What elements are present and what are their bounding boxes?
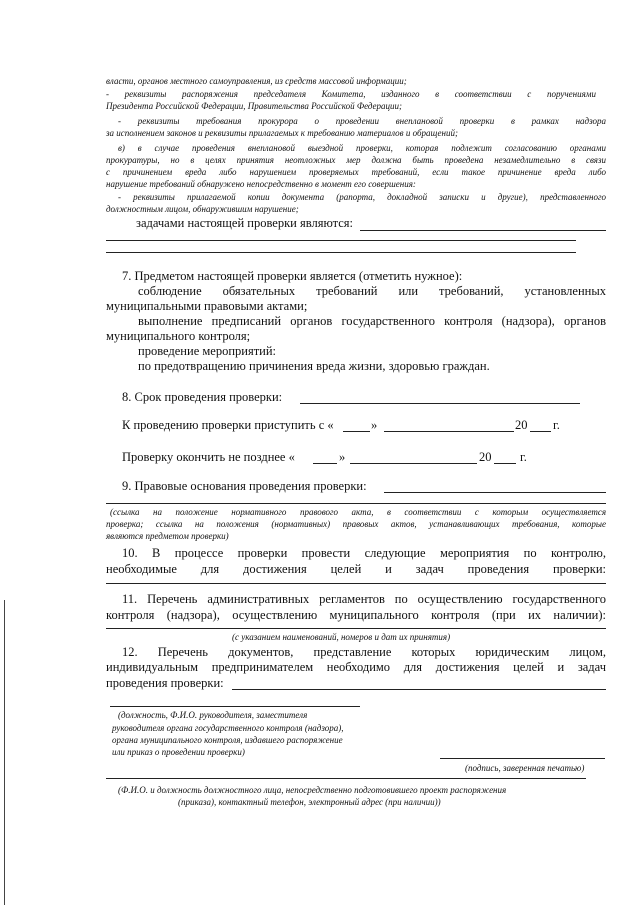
end-year-prefix: 20	[479, 450, 492, 464]
intro-line-5: за исполнением законов и реквизиты прилагаемых к требованию материалов и обращений;	[106, 128, 458, 138]
intro-line-9: нарушение требований обнаружено непосредственно в момент его совершения:	[106, 179, 416, 189]
preparer-caption-2: (приказа), контактный телефон, электронный адрес (при наличии))	[178, 797, 441, 807]
intro-line-2	[106, 90, 596, 99]
section10-line-1: 10. В процессе проверки провести следующие мероприятия по контролю,	[122, 546, 606, 560]
section7-title: 7. Предметом настоящей проверки является (отметить нужное):	[122, 269, 463, 283]
intro-line-4: - реквизиты требования прокурора о проведении внеплановой проверки в рамках надзора	[118, 116, 606, 126]
section11-line-1: 11. Перечень административных регламентов по осуществлению государственного	[122, 592, 606, 606]
intro-line-2-text: - реквизиты распоряжения председателя Комитета, изданного в соответствии с поручениями	[106, 89, 596, 99]
section9-note-3: являются предметом проверки)	[106, 531, 229, 541]
section7-line-2: муниципальными правовыми актами;	[106, 299, 308, 313]
start-year-prefix: 20	[515, 418, 528, 432]
section11-note: (с указанием наименований, номеров и дат их принятия)	[232, 632, 451, 642]
official-blank	[110, 706, 360, 707]
section10-line-2: необходимые для достижения целей и задач проведения проверки:	[106, 562, 606, 576]
end-date-prefix: Проверку окончить не позднее «	[122, 450, 295, 464]
end-day-blank[interactable]	[313, 463, 337, 464]
intro-line-3: Президента Российской Федерации, Правительства Российской Федерации;	[106, 101, 403, 111]
start-year-blank[interactable]	[530, 431, 551, 432]
section12-blank	[232, 689, 606, 690]
section8-blank	[300, 403, 580, 404]
section8-title: 8. Срок проведения проверки:	[122, 390, 283, 404]
official-caption-2: руководителя органа государственного контроля (надзора),	[112, 723, 344, 733]
section12-line-2: индивидуальным предпринимателем необходимо для достижения целей и задач	[106, 660, 606, 674]
official-caption-1: (должность, Ф.И.О. руководителя, заместителя	[118, 710, 308, 720]
start-month-blank[interactable]	[384, 431, 514, 432]
section9-blank-2	[106, 503, 606, 504]
intro-line-7: прокуратуры, но в целях принятия неотложных мер должна быть проведена незамедлительно в связи	[106, 155, 606, 165]
intro-line-6: в) в случае проведения внеплановой выездной проверки, которая подлежит согласованию органами	[118, 143, 606, 153]
scan-edge-line	[4, 600, 5, 905]
section7-line-5: проведение мероприятий:	[138, 344, 277, 358]
end-year-blank[interactable]	[494, 463, 516, 464]
section7-line-4: муниципального контроля;	[106, 329, 251, 343]
intro-line-8: с причинением вреда либо нарушением проверяемых требований, если такое причинение вреда либо	[106, 167, 606, 177]
tasks-label: задачами настоящей проверки являются:	[136, 216, 354, 230]
intro-line-1: власти, органов местного самоуправления, из средств массовой информации;	[106, 76, 407, 86]
section11-blank	[106, 628, 606, 629]
section7-line-3: выполнение предписаний органов государственного контроля (надзора), органов	[138, 314, 606, 328]
intro-line-10: - реквизиты прилагаемой копии документа (рапорта, докладной записки и другие), представленного	[118, 192, 606, 202]
section7-line-6: по предотвращению причинения вреда жизни, здоровью граждан.	[138, 359, 490, 373]
tasks-blank-2	[106, 240, 576, 241]
signature-blank	[440, 758, 605, 759]
section9-blank-1	[384, 492, 606, 493]
end-year-suffix: г.	[520, 450, 527, 464]
tasks-blank-3	[106, 252, 576, 253]
end-date-quote: »	[339, 450, 346, 464]
intro-line-11: должностным лицом, обнаружившим нарушение;	[106, 204, 299, 214]
signature-caption: (подпись, заверенная печатью)	[465, 763, 585, 773]
start-day-blank[interactable]	[343, 431, 370, 432]
start-year-suffix: г.	[553, 418, 560, 432]
official-caption-4: или приказ о проведении проверки)	[112, 747, 245, 757]
section9-title: 9. Правовые основания проведения проверки:	[122, 479, 367, 493]
start-date-quote: »	[371, 418, 378, 432]
tasks-blank-1	[360, 230, 606, 231]
end-month-blank[interactable]	[350, 463, 477, 464]
section11-line-2: контроля (надзора), осуществлению муниципального контроля (при их наличии):	[106, 608, 606, 622]
section12-line-1: 12. Перечень документов, представление которых юридическим лицом,	[122, 645, 606, 659]
official-caption-3: органа муниципального контроля, издавшего распоряжение	[112, 735, 343, 745]
section9-note-2: проверка; ссылка на положения (нормативных) правовых актов, устанавливающих требования, которые	[106, 519, 606, 529]
section9-note-1: (ссылка на положение нормативного правового акта, в соответствии с которым осуществляется	[110, 507, 606, 517]
section7-line-1: соблюдение обязательных требований или требований, установленных	[138, 284, 606, 298]
section12-line-3: проведения проверки:	[106, 676, 224, 690]
preparer-caption-1: (Ф.И.О. и должность должностного лица, непосредственно подготовившего проект распоряжения	[118, 785, 507, 795]
start-date-prefix: К проведению проверки приступить с «	[122, 418, 334, 432]
section10-blank	[106, 583, 606, 584]
preparer-blank	[106, 778, 586, 779]
